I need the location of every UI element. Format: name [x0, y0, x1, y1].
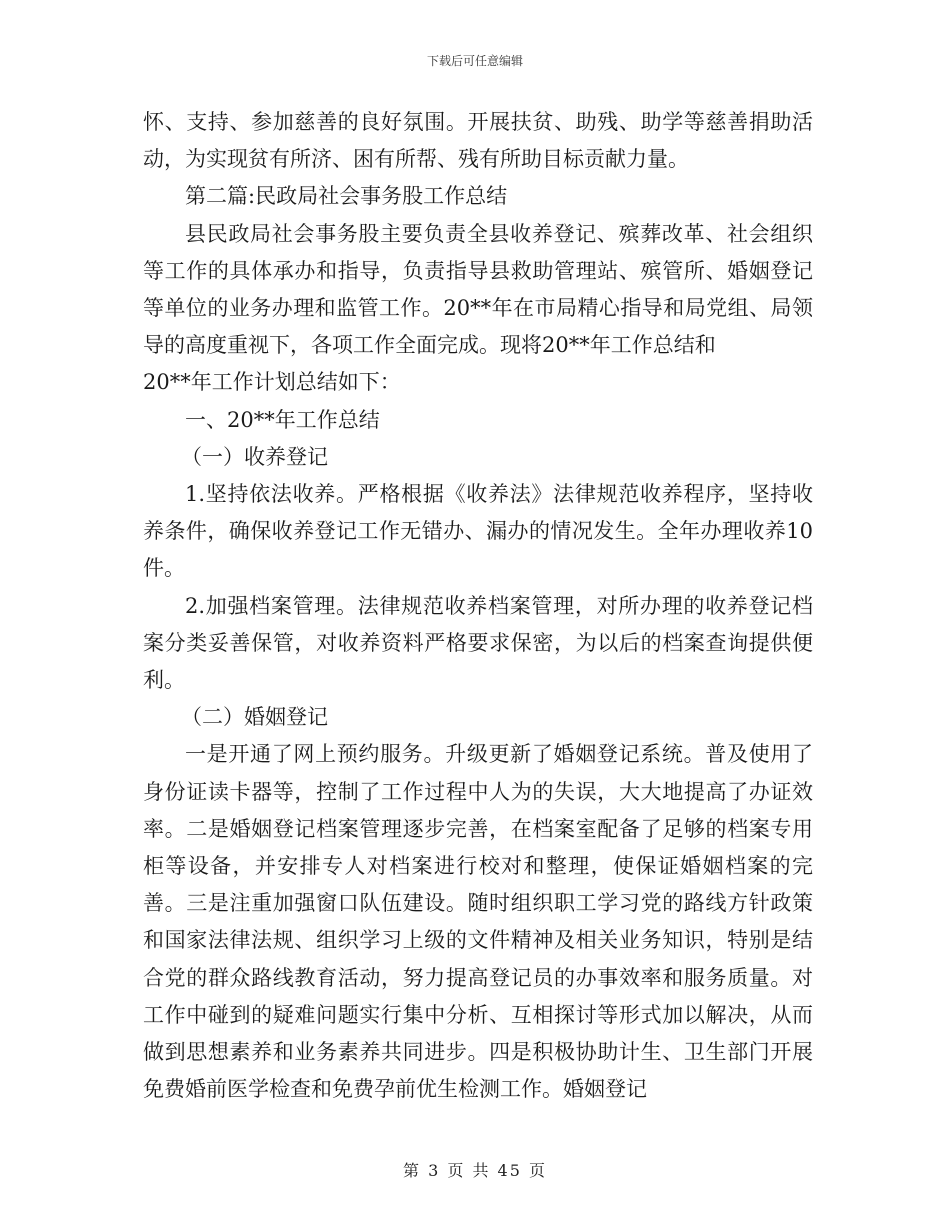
paragraph-adoption-2: 2.加强档案管理。法律规范收养档案管理，对所办理的收养登记档案分类妥善保管，对收养资料严格要求保密，为以后的档案查询提供便利。 [143, 593, 813, 693]
paragraph-intro-end: 20**年工作计划总结如下： [143, 370, 401, 395]
paragraph-adoption-1: 1.坚持依法收养。严格根据《收养法》法律规范收养程序，坚持收养条件，确保收养登记工作无错办、漏办的情况发生。全年办理收养10件。 [143, 482, 813, 581]
heading-level1: 一、20**年工作总结 [185, 407, 380, 432]
heading-level2-marriage: （二）婚姻登记 [181, 705, 328, 730]
document-body [143, 104, 813, 1108]
page-header-note: 下载后可任意编辑 [426, 54, 523, 68]
page-footer-number: 第 3 页 共 45 页 [403, 1161, 547, 1180]
section-title: 第二篇:民政局社会事务股工作总结 [185, 184, 508, 209]
paragraph-intro: 县民政局社会事务股主要负责全县收养登记、殡葬改革、社会组织等工作的具体承办和指导，负责指导县救助管理站、殡管所、婚姻登记等单位的业务办理和监管工作。20**年在市局精心指导和局党组、局领导的高度重视下，各项工作全面完成。现将20**年工作总结和 [143, 221, 813, 358]
paragraph-marriage: 一是开通了网上预约服务。升级更新了婚姻登记系统。普及使用了身份证读卡器等，控制了工作过程中人为的失误，大大地提高了办证效率。二是婚姻登记档案管理逐步完善，在档案室配备了足够的档案专用柜等设备，并安排专人对档案进行校对和整理，使保证婚姻档案的完善。三是注重加强窗口队伍建设。随时组织职工学习党的路线方针政策和国家法律法规、组织学习上级的文件精神及相关业务知识，特别是结合党的群众路线教育活动，努力提高登记员的办事效率和服务质量。对工作中碰到的疑难问题实行集中分析、互相探讨等形式加以解决，从而做到思想素养和业务素养共同进步。四是积极协助计生、卫生部门开展免费婚前医学检查和免费孕前优生检测工作。婚姻登记 [143, 742, 813, 1102]
heading-level2-adoption: （一）收养登记 [181, 444, 328, 469]
paragraph-continued: 怀、支持、参加慈善的良好氛围。开展扶贫、助残、助学等慈善捐助活动，为实现贫有所济、困有所帮、残有所助目标贡献力量。 [143, 110, 813, 172]
